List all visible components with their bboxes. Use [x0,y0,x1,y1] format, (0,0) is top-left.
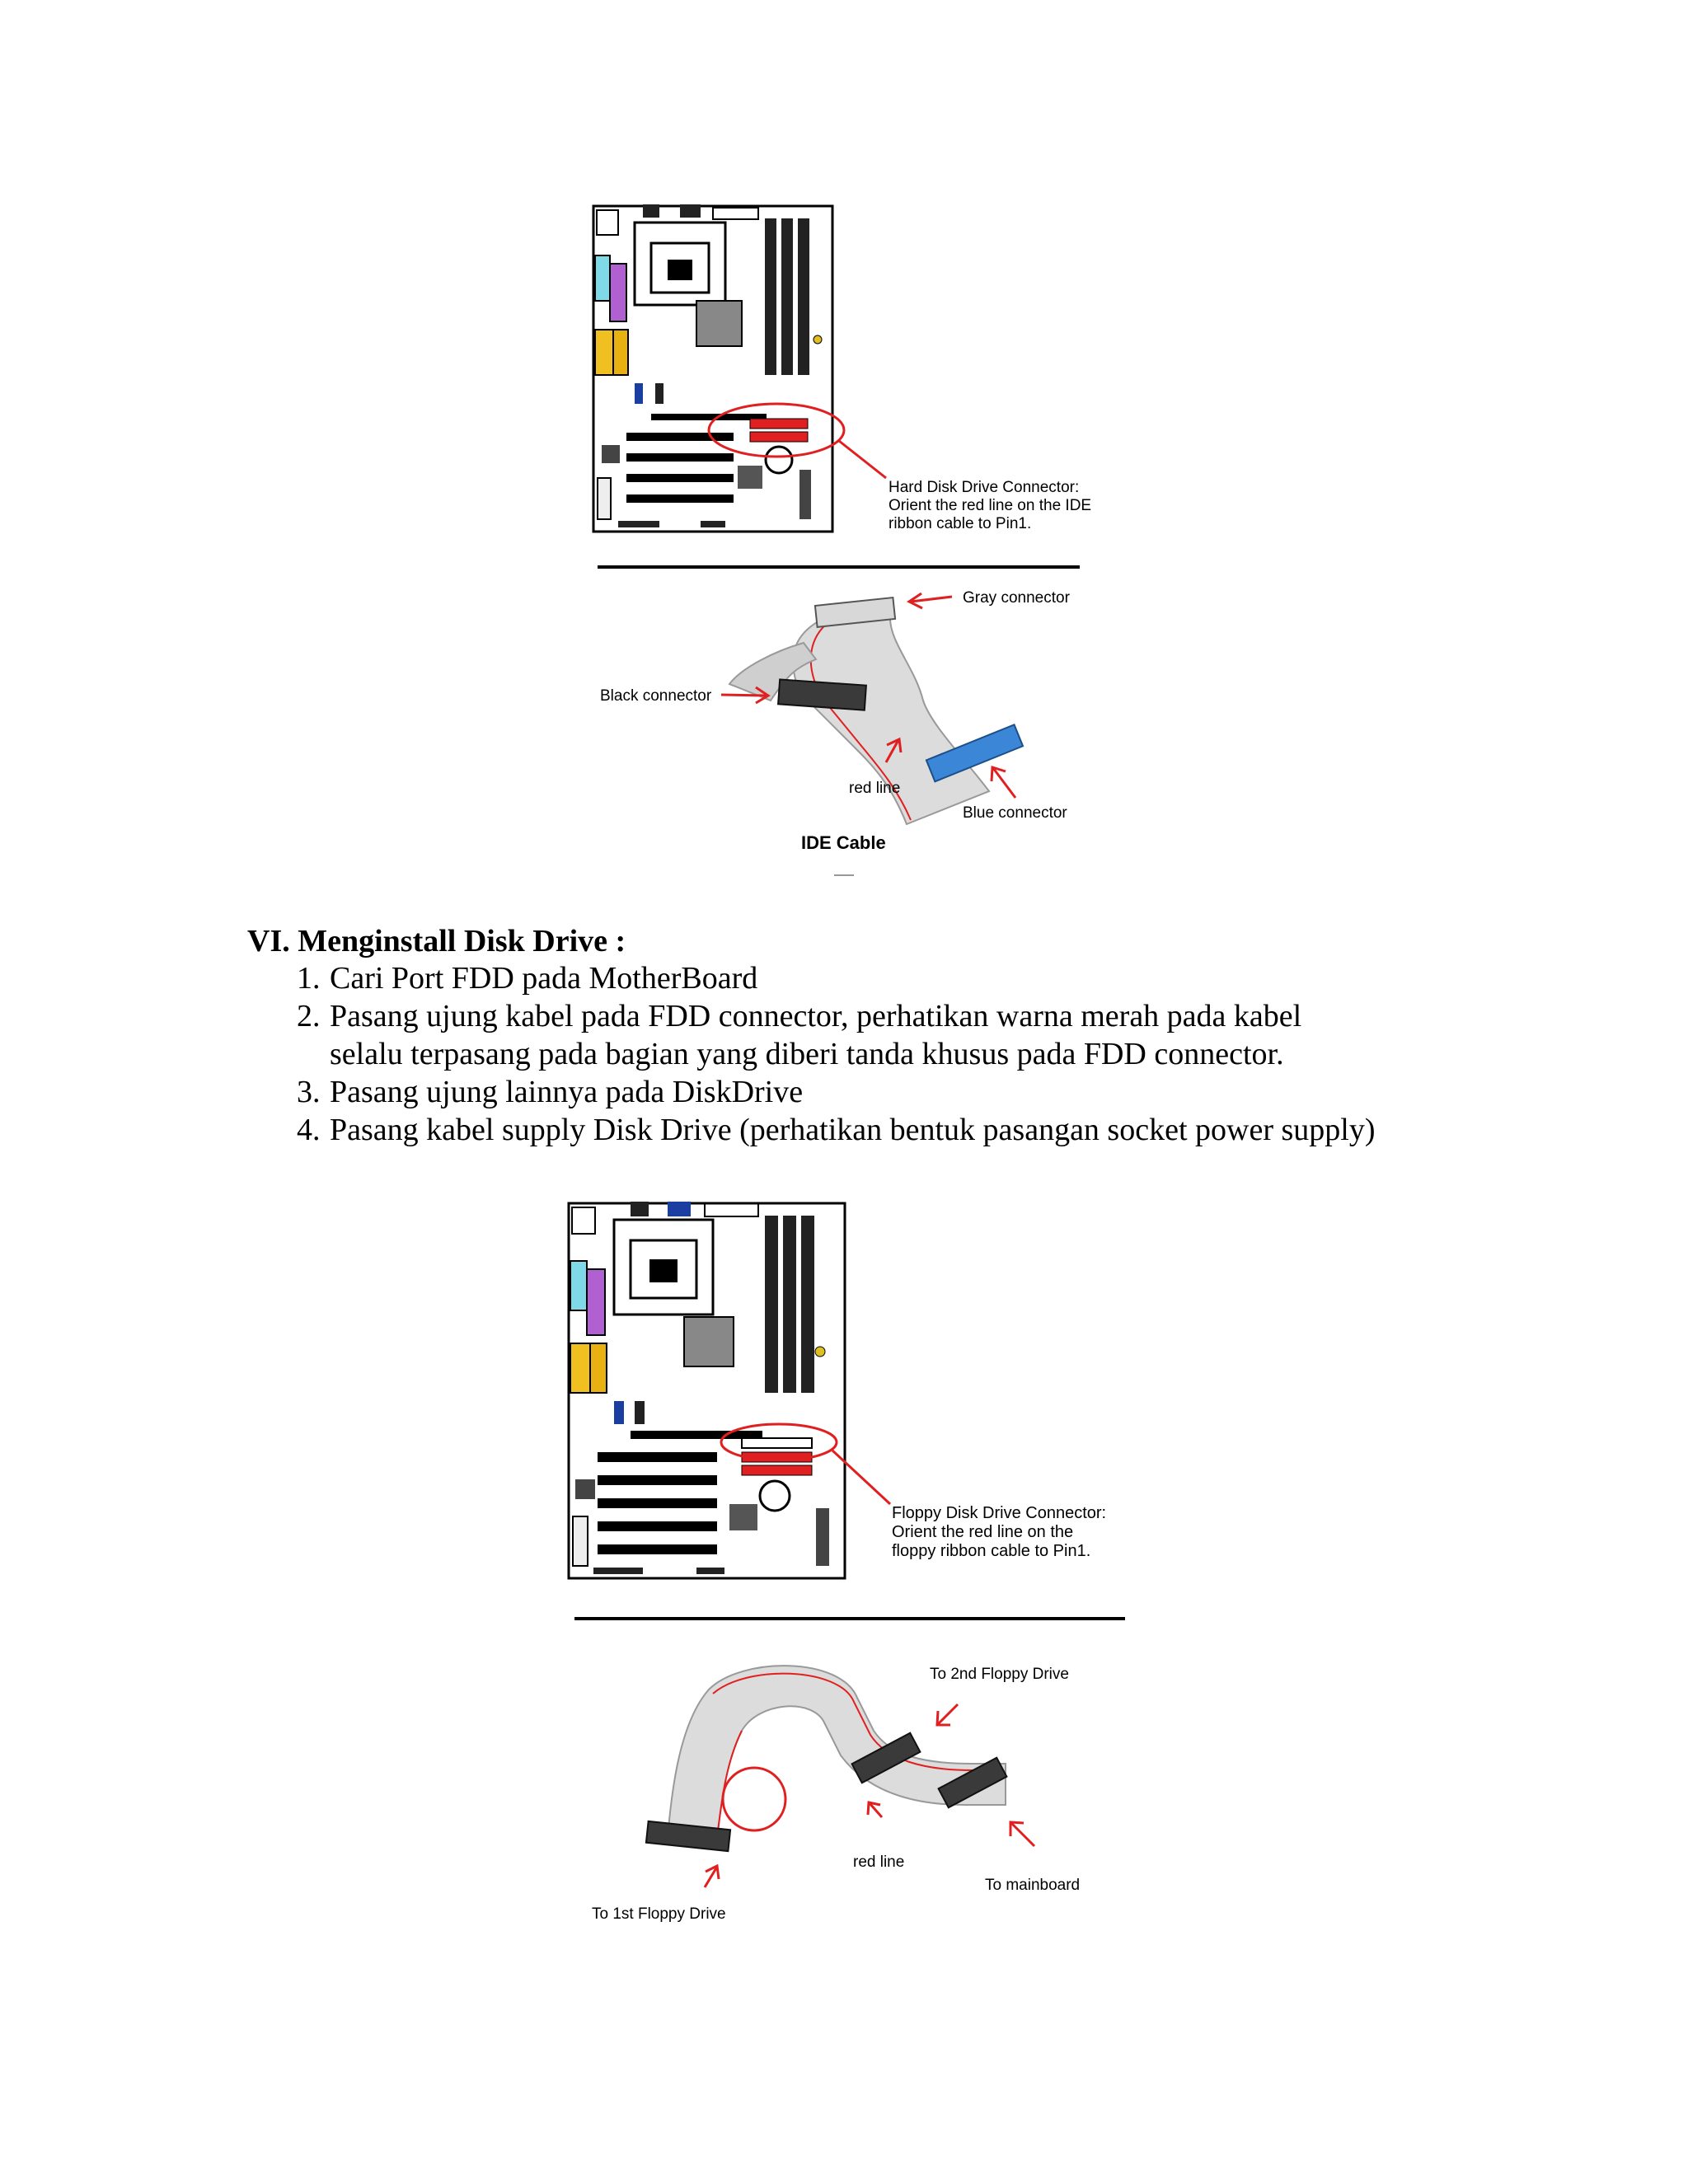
fdd-callout-line-2: Orient the red line on the [892,1523,1074,1541]
fdd-figure-divider [574,1617,1125,1620]
step-text-continued: selalu terpasang pada bagian yang diberi tanda khusus pada FDD connector. [330,1037,1284,1071]
ide-cable-figure [577,577,1104,890]
step-text: Cari Port FDD pada MotherBoard [330,961,758,996]
step-number: 4. [297,1113,321,1147]
list-item [297,1111,1375,1149]
section-heading: VI. Menginstall Disk Drive : [247,924,626,958]
ide-motherboard-figure [577,198,1104,544]
fdd-cable-figure [577,1640,1121,1937]
step-number: 3. [297,1075,321,1109]
ide-blue-connector-label: Blue connector [963,804,1067,822]
step-number: 1. [297,961,321,996]
fdd-red-line-label: red line [853,1854,905,1871]
ide-cable-caption: IDE Cable [801,832,886,853]
fdd-callout-line-3: floppy ribbon cable to Pin1. [892,1542,1091,1560]
step-text: Pasang ujung lainnya pada DiskDrive [330,1075,804,1109]
list-item [297,959,1375,997]
ide-callout-line-1: Hard Disk Drive Connector: [889,479,1080,496]
steps-list [297,959,1375,1149]
ide-callout-line-2: Orient the red line on the IDE [889,497,1092,514]
fdd-mainboard-label: To mainboard [985,1877,1081,1894]
ide-red-line-label: red line [849,780,901,797]
fdd-first-drive-label: To 1st Floppy Drive [592,1905,726,1923]
fdd-motherboard-figure [552,1195,1129,1591]
step-text: Pasang kabel supply Disk Drive (perhatikan bentuk pasangan socket power supply) [330,1113,1376,1147]
ide-figure-divider [598,565,1080,569]
step-number: 2. [297,999,321,1033]
ide-black-connector-label: Black connector [600,687,712,705]
list-item [297,997,1375,1073]
fdd-second-drive-label: To 2nd Floppy Drive [930,1666,1069,1683]
ide-callout-line-3: ribbon cable to Pin1. [889,515,1032,532]
list-item [297,1073,1375,1111]
ide-gray-connector-label: Gray connector [963,589,1070,607]
fdd-callout-line-1: Floppy Disk Drive Connector: [892,1504,1107,1522]
step-text: Pasang ujung kabel pada FDD connector, perhatikan warna merah pada kabel [330,999,1302,1033]
